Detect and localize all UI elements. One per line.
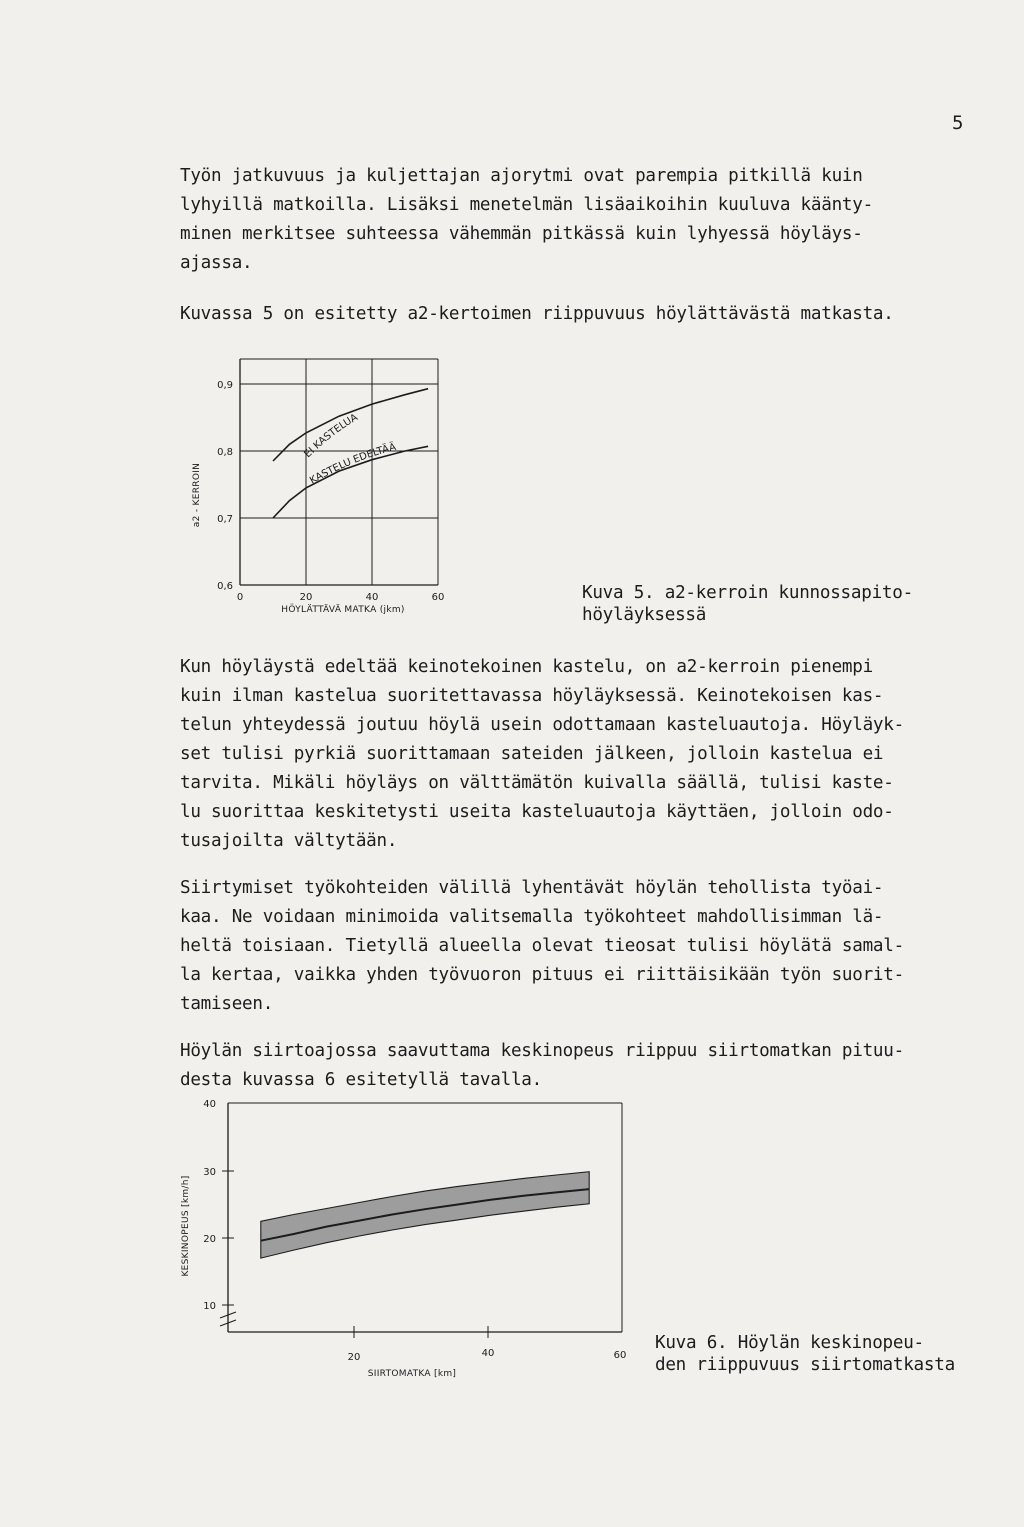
paragraph-3: Kun höyläystä edeltää keinotekoinen kastelu, on a2-kerroin pienempi kuin ilman kastelua suoritettavassa höyläyksessä. Keinotekoisen kas- telun yhteydessä joutuu höylä usein odottamaan kasteluautoja. Höyläyk- set tulisi pyrkiä suorittamaan sateiden jälkeen, jolloin kastelua ei tarvita. Mikäli höyläys on välttämätön kuivalla säällä, tulisi kaste- lu suorittaa keskitetysti useita kasteluautoja käyttäen, jolloin odo- tusajoilta vältytään. bbox=[180, 657, 904, 851]
paragraph-4: Siirtymiset työkohteiden välillä lyhentävät höylän tehollista työai- kaa. Ne voidaan minimoida valitsemalla työkohteet mahdollisimman lä- heltä toisiaan. Tietyllä alueella olevat tieosat tulisi höylätä samal- la kertaa, vaikka yhden työvuoron pituus ei riittäisikään työn suorit- tamiseen. bbox=[180, 878, 904, 1014]
fig5-ytick-08: 0,8 bbox=[217, 447, 233, 458]
fig5-xtick-60: 60 bbox=[431, 592, 445, 603]
paragraph-2: Kuvassa 5 on esitetty a2-kertoimen riippuvuus höylättävästä matkasta. bbox=[180, 304, 894, 324]
fig5-y-axis-title: a2 - KERROIN bbox=[192, 462, 202, 528]
fig6-ytick-30: 30 bbox=[203, 1167, 216, 1178]
paragraph-5: Höylän siirtoajossa saavuttama keskinopeus riippuu siirtomatkan pituu- desta kuvassa 6 esitetyllä tavalla. bbox=[180, 1041, 904, 1090]
fig6-y-axis-title: KESKINOPEUS [km/h] bbox=[181, 1175, 191, 1277]
fig5-ytick-09: 0,9 bbox=[217, 380, 233, 391]
fig5-series-label-1-text: EI KASTELUA bbox=[302, 412, 360, 461]
fig5-ytick-06: 0,6 bbox=[217, 581, 233, 592]
fig6-xtick-60: 60 bbox=[613, 1350, 627, 1361]
paragraph-1: Työn jatkuvuus ja kuljettajan ajorytmi ovat parempia pitkillä kuin lyhyillä matkoilla. Lisäksi menetelmän lisäaikoihin kuuluva käänty- minen merkitsee suhteessa vähemmän pitkässä kuin lyhyessä höyläys- ajassa. bbox=[180, 166, 873, 273]
page-number: 5 bbox=[952, 112, 964, 134]
fig6-x-axis-title: SIIRTOMATKA [km] bbox=[367, 1369, 457, 1379]
fig5-xtick-0: 0 bbox=[236, 592, 244, 603]
fig5-xtick-20: 20 bbox=[299, 592, 313, 603]
fig5-x-axis-title: HÖYLÄTTÄVÄ MATKA (jkm) bbox=[281, 605, 405, 615]
fig5-xtick-40: 40 bbox=[365, 592, 379, 603]
fig6-ytick-20: 20 bbox=[203, 1234, 216, 1245]
fig5-series-label-2-text: KASTELU EDELTÄÄ bbox=[308, 441, 398, 487]
figure-5-caption: Kuva 5. a2-kerroin kunnossapito- höyläyksessä bbox=[582, 583, 913, 625]
fig6-range-band bbox=[261, 1172, 589, 1258]
fig6-ytick-10: 10 bbox=[203, 1301, 216, 1312]
fig6-xtick-40: 40 bbox=[481, 1348, 495, 1359]
fig6-xtick-20: 20 bbox=[347, 1352, 361, 1363]
fig6-ytick-40: 40 bbox=[203, 1099, 216, 1110]
fig5-ytick-07: 0,7 bbox=[217, 514, 233, 525]
figure-6-caption: Kuva 6. Höylän keskinopeu- den riippuvuus siirtomatkasta bbox=[655, 1333, 955, 1375]
